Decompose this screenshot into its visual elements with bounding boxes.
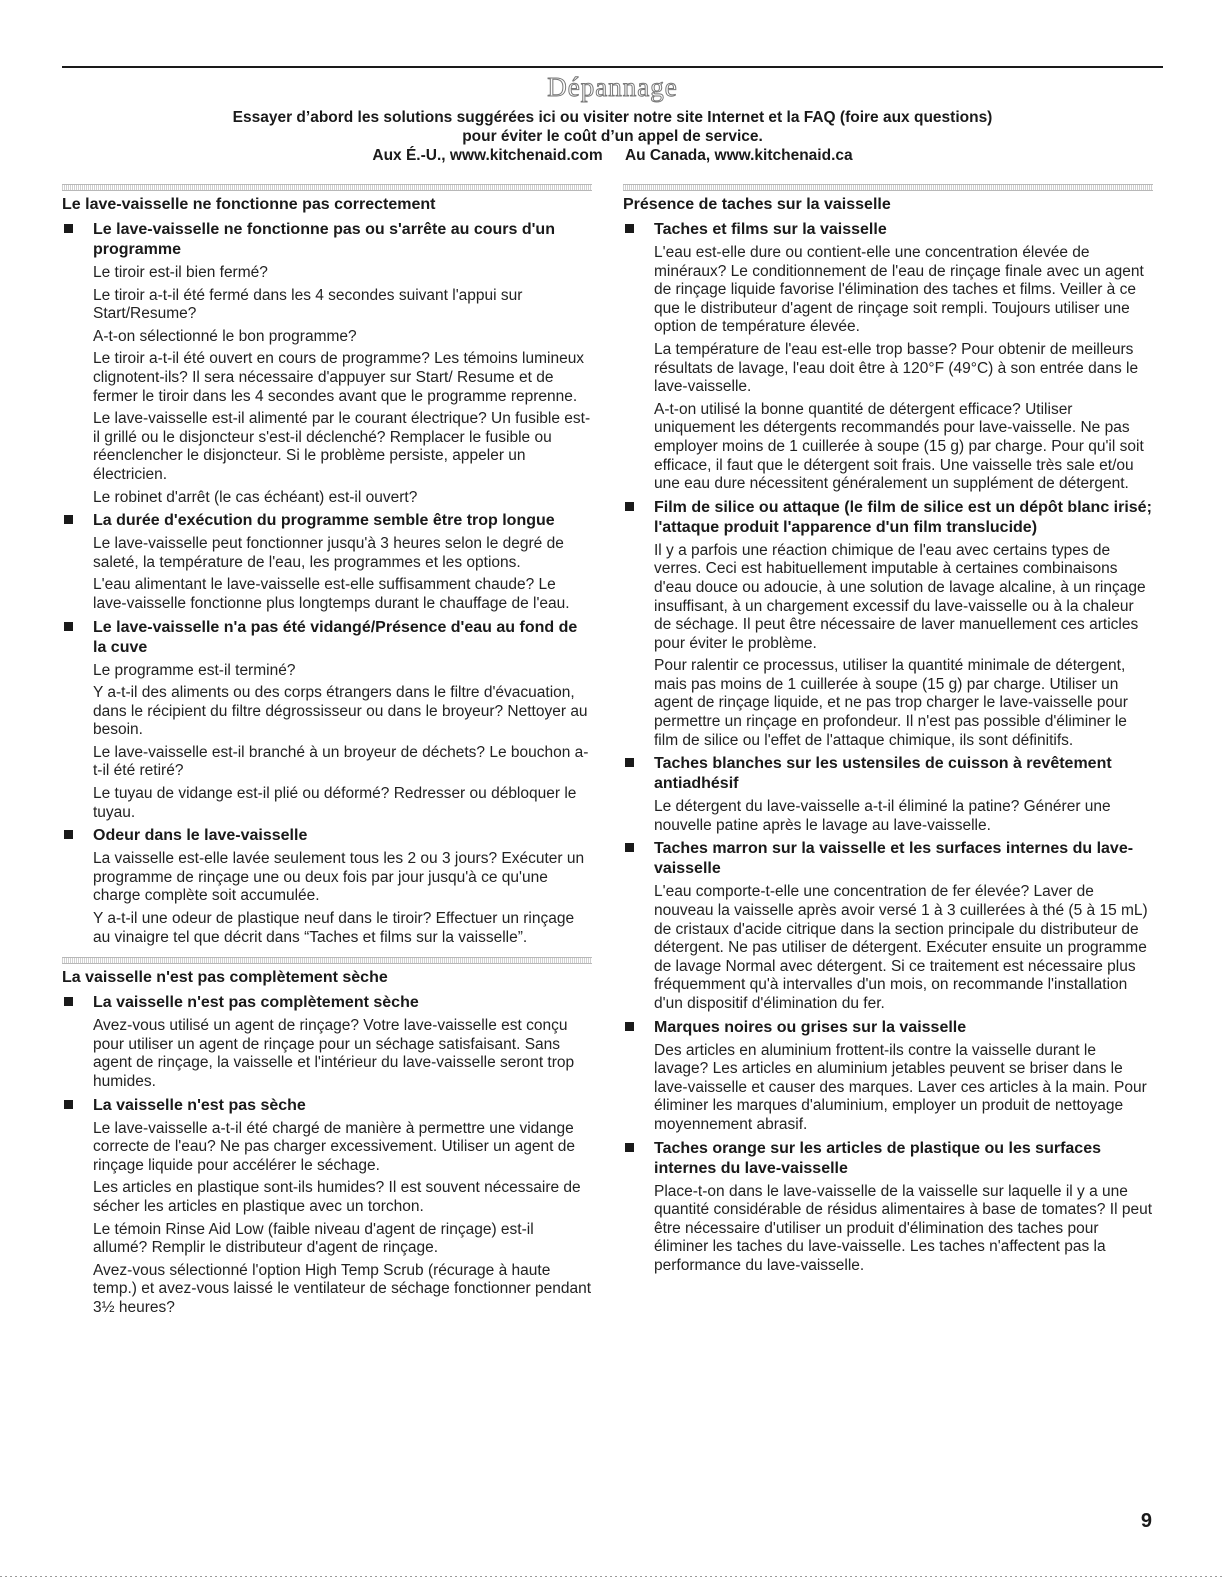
item-title: Le lave-vaisselle ne fonctionne pas ou s'arrête au cours d'un programme	[93, 221, 555, 258]
item-text: Le lave-vaisselle a-t-il été chargé de manière à permettre une vidange correcte de l'eau? Ne pas charger excessivement. Utiliser un agent de rinçage liquide pour accélérer le séchage.	[93, 1119, 575, 1174]
trouble-item-odor	[62, 826, 592, 947]
square-bullet-icon	[64, 830, 73, 839]
item-title: La durée d'exécution du programme semble être trop longue	[93, 512, 555, 530]
item-text: Y a-t-il des aliments ou des corps étrangers dans le filtre d'évacuation, dans le récipient du filtre dégrossisseur ou dans le broyeur? Nettoyer au besoin.	[93, 684, 588, 739]
item-title: La vaisselle n'est pas complètement sèche	[93, 994, 419, 1012]
item-text: Avez-vous sélectionné l'option High Temp Scrub (récurage à haute temp.) et avez-vous laissé le ventilateur de séchage fonctionner pendant 3½ heures?	[93, 1261, 592, 1316]
section-divider	[62, 957, 592, 964]
trouble-item-not-dry	[62, 1096, 592, 1318]
item-text: Le lave-vaisselle peut fonctionner jusqu'à 3 heures selon le degré de saleté, la température de l'eau, les programmes et les options.	[93, 535, 564, 571]
trouble-item-brown-stains	[623, 839, 1153, 1013]
trouble-item-silica-film	[623, 498, 1153, 751]
intro-block	[62, 108, 1163, 165]
item-text: Le tiroir a-t-il été ouvert en cours de programme? Les témoins lumineux clignotent-ils? Il sera nécessaire d'appuyer sur Start/ Resume et de fermer le tiroir dans les 4 secondes avant que le programme reprenne.	[93, 350, 585, 405]
item-text: Les articles en plastique sont-ils humides? Il est souvent nécessaire de sécher les articles en plastique avec un torchon.	[93, 1179, 581, 1215]
item-text: Pour ralentir ce processus, utiliser la quantité minimale de détergent, mais pas moins de 1 cuillerée à soupe (15 g) par charge. Utiliser un agent de rinçage liquide, et ne pas trop charger le lave-vaisselle pour permettre un rinçage en profondeur. Il n'est pas possible d'éliminer le film de silice ou l'effet de l'attaque chimique, ils sont définitifs.	[654, 657, 1128, 749]
section-title-spots: Présence de taches sur la vaisselle	[623, 196, 891, 213]
item-title: Taches blanches sur les ustensiles de cuisson à revêtement antiadhésif	[654, 755, 1112, 793]
page-title: Dépannage	[547, 72, 678, 102]
page-number: 9	[1140, 1510, 1152, 1532]
website-links	[62, 146, 1163, 165]
intro-line-1: Essayer d’abord les solutions suggérées ici ou visiter notre site Internet et la FAQ (foire aux questions)	[232, 109, 993, 126]
item-text: Le lave-vaisselle est-il branché à un broyeur de déchets? Le bouchon a-t-il été retiré?	[93, 743, 589, 780]
item-text: Le programme est-il terminé?	[93, 661, 296, 679]
square-bullet-icon	[64, 224, 73, 233]
square-bullet-icon	[64, 1100, 73, 1109]
trouble-item-spots-films	[623, 220, 1153, 494]
trouble-item-not-completely-dry	[62, 993, 592, 1091]
item-text: Le lave-vaisselle est-il alimenté par le courant électrique? Un fusible est-il grillé ou le disjoncteur s'est-il déclenché? Remplacer le fusible ou réenclencher le disjoncteur. Si le problème persiste, appeler un électricien.	[93, 410, 591, 483]
square-bullet-icon	[625, 1143, 634, 1152]
right-column	[623, 184, 1153, 1280]
intro-line-2: pour éviter le coût d’un appel de service.	[462, 128, 763, 145]
square-bullet-icon	[625, 758, 634, 767]
square-bullet-icon	[625, 224, 634, 233]
item-text: Le témoin Rinse Aid Low (faible niveau d'agent de rinçage) est-il allumé? Remplir le distributeur d'agent de rinçage.	[93, 1220, 534, 1257]
item-text: L'eau alimentant le lave-vaisselle est-elle suffisamment chaude? Le lave-vaisselle fonctionne plus longtemps durant le chauffage de l'eau.	[93, 576, 570, 612]
trouble-item-stops	[62, 220, 592, 507]
square-bullet-icon	[64, 997, 73, 1006]
item-title: Odeur dans le lave-vaisselle	[93, 827, 308, 845]
item-text: Le tiroir a-t-il été fermé dans les 4 secondes suivant l'appui sur Start/Resume?	[93, 286, 523, 323]
item-title: Le lave-vaisselle n'a pas été vidangé/Présence d'eau au fond de la cuve	[93, 618, 578, 656]
item-text: Y a-t-il une odeur de plastique neuf dans le tiroir? Effectuer un rinçage au vinaigre tel que décrit dans “Taches et films sur la vaisselle”.	[93, 910, 575, 946]
left-column	[62, 184, 592, 1322]
item-text: La vaisselle est-elle lavée seulement tous les 2 ou 3 jours? Exécuter un programme de rinçage une ou deux fois par jour jusqu'à ce qu'une charge complète soit accumulée.	[93, 850, 585, 905]
item-title: Taches orange sur les articles de plastique ou les surfaces internes du lave-vaisselle	[654, 1139, 1101, 1177]
square-bullet-icon	[64, 622, 73, 631]
item-title: Taches marron sur la vaisselle et les surfaces internes du lave-vaisselle	[654, 840, 1134, 878]
item-text: A-t-on sélectionné le bon programme?	[93, 327, 357, 345]
item-text: Le tuyau de vidange est-il plié ou déformé? Redresser ou débloquer le tuyau.	[93, 785, 577, 821]
item-text: Le robinet d'arrêt (le cas échéant) est-il ouvert?	[93, 488, 418, 506]
square-bullet-icon	[625, 1022, 634, 1031]
section-divider	[62, 184, 592, 191]
item-text: Place-t-on dans le lave-vaisselle de la vaisselle sur laquelle il y a une quantité considérable de résidus alimentaires à base de tomates? Il peut être nécessaire d'utiliser un produit d'élimination des taches pour éliminer les taches du lave-vaisselle. Les taches n'affectent pas la performance du lave-vaisselle.	[654, 1182, 1153, 1274]
trouble-item-orange-stains	[623, 1139, 1153, 1276]
trouble-item-white-spots	[623, 754, 1153, 835]
section-divider	[623, 184, 1153, 191]
trouble-item-cycle-long	[62, 511, 592, 613]
item-title: Marques noires ou grises sur la vaisselle	[654, 1018, 967, 1036]
item-text: Avez-vous utilisé un agent de rinçage? Votre lave-vaisselle est conçu pour utiliser un agent de rinçage pour un séchage satisfaisant. Sans agent de rinçage, la vaisselle et l'intérieur du lave-vaisselle seront trop humides.	[93, 1017, 575, 1090]
top-rule	[62, 66, 1163, 68]
trouble-item-black-marks	[623, 1018, 1153, 1135]
item-title: Taches et films sur la vaisselle	[654, 221, 887, 238]
item-title: Film de silice ou attaque (le film de silice est un dépôt blanc irisé; l'attaque produit l'apparence d'un film translucide)	[654, 498, 1152, 536]
item-text: La température de l'eau est-elle trop basse? Pour obtenir de meilleurs résultats de lavage, l'eau doit être à 120°F (49°C) à son entrée dans le lave-vaisselle.	[654, 340, 1139, 396]
us-website-link[interactable]: Aux É.-U., www.kitchenaid.com	[372, 147, 603, 164]
square-bullet-icon	[625, 843, 634, 852]
square-bullet-icon	[625, 502, 634, 511]
item-text: Le tiroir est-il bien fermé?	[93, 264, 268, 281]
canada-website-link[interactable]: Au Canada, www.kitchenaid.ca	[624, 147, 853, 164]
item-text: Des articles en aluminium frottent-ils contre la vaisselle durant le lavage? Les articles en aluminium jetables peuvent se briser dans le lave-vaisselle et causer des marques. Laver ces articles à la main. Pour éliminer les marques d'aluminium, employer un produit de nettoyage moyennement abrasif.	[654, 1041, 1147, 1133]
square-bullet-icon	[64, 515, 73, 524]
section-title-not-dry: La vaisselle n'est pas complètement sèche	[62, 969, 388, 987]
bottom-border	[0, 1576, 1225, 1577]
item-text: A-t-on utilisé la bonne quantité de détergent efficace? Utiliser uniquement les détergents recommandés pour lave-vaisselle. Ne pas employer moins de 1 cuillerée à soupe (15 g) par charge. Pour qu'il soit efficace, il faut que le détergent soit frais. Une vaisselle très sale et/ou une eau dure nécessitent généralement un supplément de détergent.	[654, 400, 1144, 493]
item-text: Le détergent du lave-vaisselle a-t-il éliminé la patine? Générer une nouvelle patine après le lavage au lave-vaisselle.	[654, 798, 1111, 834]
section-title-not-working: Le lave-vaisselle ne fonctionne pas correctement	[62, 196, 436, 213]
trouble-item-not-drained	[62, 618, 592, 823]
item-title: La vaisselle n'est pas sèche	[93, 1096, 306, 1114]
item-text: L'eau comporte-t-elle une concentration de fer élevée? Laver de nouveau la vaisselle après avoir versé 1 à 3 cuillerées à thé (5 à 15 mL) de cristaux d'acide citrique dans la section principale du distributeur de détergent. Ne pas utiliser de détergent. Exécuter ensuite un programme de lavage Normal avec détergent. Si ce traitement est nécessaire plus fréquemment qu'à intervalles d'un mois, on recommande l'installation d'un dispositif d'élimination du fer.	[654, 883, 1148, 1012]
item-text: Il y a parfois une réaction chimique de l'eau avec certains types de verres. Ceci est habituellement imputable à certaines combinaisons d'eau douce ou adoucie, à une solution de lavage alcaline, à un rinçage insuffisant, à un chargement excessif du lave-vaisselle ou à la chaleur de séchage. Il peut être nécessaire de laver manuellement ces articles pour éviter le problème.	[654, 541, 1146, 652]
item-text: L'eau est-elle dure ou contient-elle une concentration élevée de minéraux? Le conditionnement de l'eau de rinçage finale avec un agent de rinçage liquide favorise l'élimination des taches et films. Veiller à ce que le distributeur d'agent de rinçage soit rempli. Toujours utiliser une option de température élevée.	[654, 244, 1144, 336]
